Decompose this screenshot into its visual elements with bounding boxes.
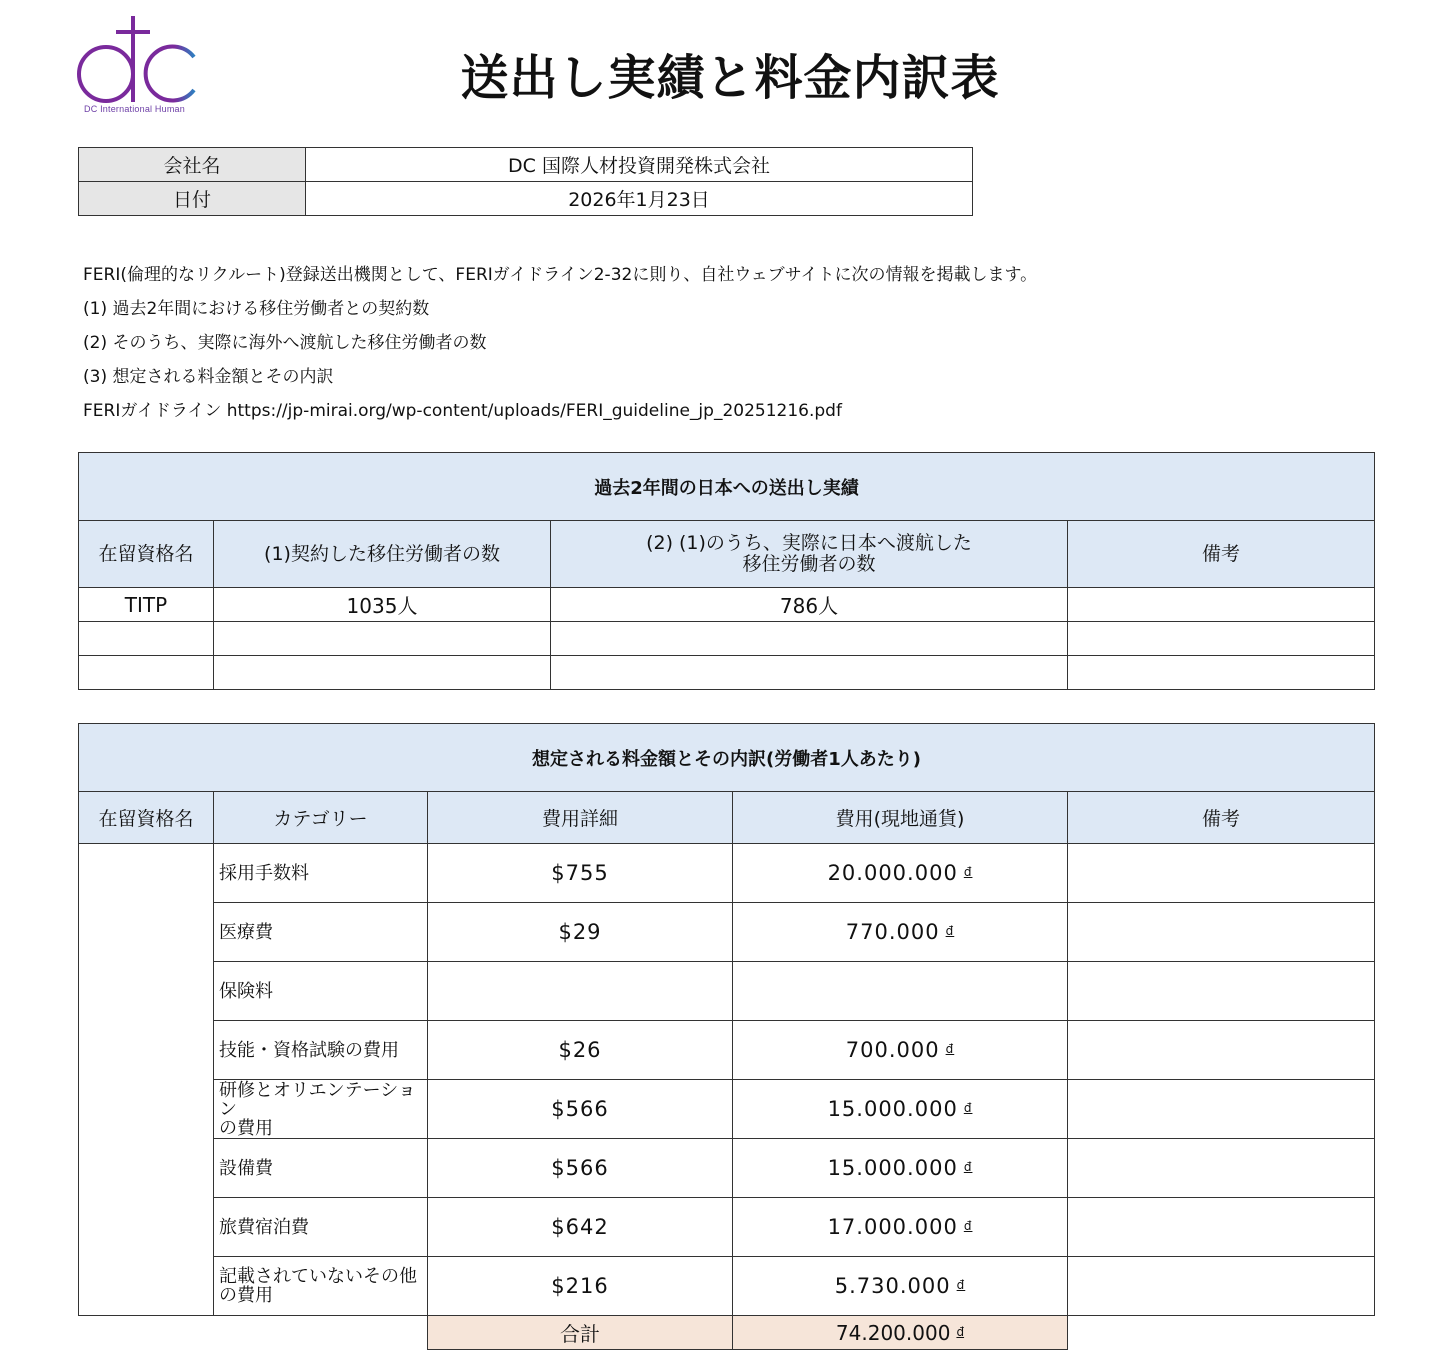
table-row bbox=[79, 1021, 1375, 1080]
company-value: DC 国際人材投資開発株式会社 bbox=[306, 148, 973, 182]
local-amount: 20.000.000 bbox=[827, 861, 958, 885]
total-row bbox=[79, 1316, 1375, 1350]
dong-symbol: đ bbox=[956, 1278, 966, 1292]
cell-remarks bbox=[1068, 903, 1375, 962]
dong-symbol: đ bbox=[963, 1160, 973, 1174]
cell-status bbox=[79, 656, 214, 690]
header-contracted: (1)契約した移住労働者の数 bbox=[214, 521, 551, 588]
header-local: 費用(現地通貨) bbox=[733, 792, 1068, 844]
header-status: 在留資格名 bbox=[79, 521, 214, 588]
cell-local bbox=[733, 903, 1068, 962]
dong-symbol: đ bbox=[945, 924, 955, 938]
intro-line: FERI(倫理的なリクルート)登録送出機関として、FERIガイドライン2-32に則り、自社ウェブサイトに次の情報を掲載します。 bbox=[83, 265, 1038, 285]
cell-usd: $755 bbox=[428, 844, 733, 903]
date-label: 日付 bbox=[79, 182, 306, 216]
cell-local bbox=[733, 844, 1068, 903]
total-value bbox=[733, 1316, 1068, 1350]
cell-departed: 786人 bbox=[551, 588, 1068, 622]
cell-local bbox=[733, 1080, 1068, 1139]
blank-cell bbox=[79, 1316, 214, 1350]
cell-local bbox=[733, 1139, 1068, 1198]
dong-symbol: đ bbox=[963, 1101, 973, 1115]
cell-category: 研修とオリエンテーション の費用 bbox=[214, 1080, 428, 1139]
intro-line: (3) 想定される料金額とその内訳 bbox=[83, 367, 334, 387]
cell-local bbox=[733, 1257, 1068, 1316]
header-category: カテゴリー bbox=[214, 792, 428, 844]
header-remarks: 備考 bbox=[1068, 521, 1375, 588]
total-label: 合計 bbox=[428, 1316, 733, 1350]
header-departed bbox=[551, 521, 1068, 588]
table-row bbox=[79, 1080, 1375, 1139]
dong-symbol: đ bbox=[956, 1324, 965, 1339]
dispatch-record-table bbox=[78, 452, 1375, 690]
intro-line: (1) 過去2年間における移住労働者との契約数 bbox=[83, 299, 430, 319]
cell-status bbox=[79, 622, 214, 656]
header-remarks: 備考 bbox=[1068, 792, 1375, 844]
blank-cell bbox=[1068, 1316, 1375, 1350]
cell-remarks bbox=[1068, 1257, 1375, 1316]
cell-category: 旅費宿泊費 bbox=[214, 1198, 428, 1257]
cell-remarks bbox=[1068, 1080, 1375, 1139]
cell-category: 保険料 bbox=[214, 962, 428, 1021]
local-amount: 5.730.000 bbox=[834, 1274, 951, 1298]
table-row bbox=[79, 1198, 1375, 1257]
local-amount: 17.000.000 bbox=[827, 1215, 958, 1239]
header-status: 在留資格名 bbox=[79, 792, 214, 844]
dispatch-table-caption: 過去2年間の日本への送出し実績 bbox=[79, 453, 1375, 521]
cell-remarks bbox=[1068, 1139, 1375, 1198]
dong-symbol: đ bbox=[963, 865, 973, 879]
local-amount: 700.000 bbox=[845, 1038, 940, 1062]
cell-contracted bbox=[214, 622, 551, 656]
cell-usd bbox=[428, 962, 733, 1021]
fee-table-caption: 想定される料金額とその内訳(労働者1人あたり) bbox=[79, 724, 1375, 792]
cell-contracted bbox=[214, 656, 551, 690]
company-info-table bbox=[78, 147, 973, 216]
header-departed-line1: (2) (1)のうち、実際に日本へ渡航した bbox=[646, 532, 972, 554]
cell-category: 医療費 bbox=[214, 903, 428, 962]
cell-departed bbox=[551, 656, 1068, 690]
local-amount: 15.000.000 bbox=[827, 1156, 958, 1180]
table-row bbox=[79, 1139, 1375, 1198]
blank-cell bbox=[214, 1316, 428, 1350]
company-label: 会社名 bbox=[79, 148, 306, 182]
cell-remarks bbox=[1068, 1021, 1375, 1080]
cell-local bbox=[733, 1021, 1068, 1080]
intro-line: (2) そのうち、実際に海外へ渡航した移住労働者の数 bbox=[83, 333, 487, 353]
cell-remarks bbox=[1068, 844, 1375, 903]
table-row bbox=[79, 903, 1375, 962]
table-row bbox=[79, 962, 1375, 1021]
cell-remarks bbox=[1068, 1198, 1375, 1257]
cell-category: 技能・資格試験の費用 bbox=[214, 1021, 428, 1080]
intro-text bbox=[83, 258, 1037, 428]
cell-usd: $566 bbox=[428, 1139, 733, 1198]
cell-local bbox=[733, 1198, 1068, 1257]
header-usd: 費用詳細 bbox=[428, 792, 733, 844]
dong-symbol: đ bbox=[963, 1219, 973, 1233]
cell-category: 記載されていないその他の費用 bbox=[214, 1257, 428, 1316]
cell-usd: $29 bbox=[428, 903, 733, 962]
cell-usd: $216 bbox=[428, 1257, 733, 1316]
logo-caption: DC International Human bbox=[84, 104, 185, 114]
cell-usd: $26 bbox=[428, 1021, 733, 1080]
table-row bbox=[79, 656, 1375, 690]
fee-breakdown-table bbox=[78, 723, 1375, 1350]
total-amount: 74.200.000 bbox=[835, 1320, 951, 1345]
cell-remarks bbox=[1068, 962, 1375, 1021]
cell-usd: $566 bbox=[428, 1080, 733, 1139]
cell-departed bbox=[551, 622, 1068, 656]
table-row bbox=[79, 844, 1375, 903]
cell-category: 採用手数料 bbox=[214, 844, 428, 903]
cell-category: 設備費 bbox=[214, 1139, 428, 1198]
table-row bbox=[79, 1257, 1375, 1316]
cell-local bbox=[733, 962, 1068, 1021]
guideline-link[interactable]: FERIガイドライン https://jp-mirai.org/wp-content/uploads/FERI_guideline_jp_20251216.pdf bbox=[83, 401, 842, 421]
cell-remarks bbox=[1068, 656, 1375, 690]
local-amount: 15.000.000 bbox=[827, 1097, 958, 1121]
cell-usd: $642 bbox=[428, 1198, 733, 1257]
table-row bbox=[79, 588, 1375, 622]
local-amount: 770.000 bbox=[845, 920, 940, 944]
header-departed-line2: 移住労働者の数 bbox=[742, 553, 876, 575]
cell-remarks bbox=[1068, 588, 1375, 622]
page-title: 送出し実績と料金内訳表 bbox=[460, 50, 1000, 106]
cell-status: TITP bbox=[79, 588, 214, 622]
cell-remarks bbox=[1068, 622, 1375, 656]
table-row bbox=[79, 622, 1375, 656]
cell-contracted: 1035人 bbox=[214, 588, 551, 622]
cell-status-merged bbox=[79, 844, 214, 1316]
dong-symbol: đ bbox=[945, 1042, 955, 1056]
date-value: 2026年1月23日 bbox=[306, 182, 973, 216]
